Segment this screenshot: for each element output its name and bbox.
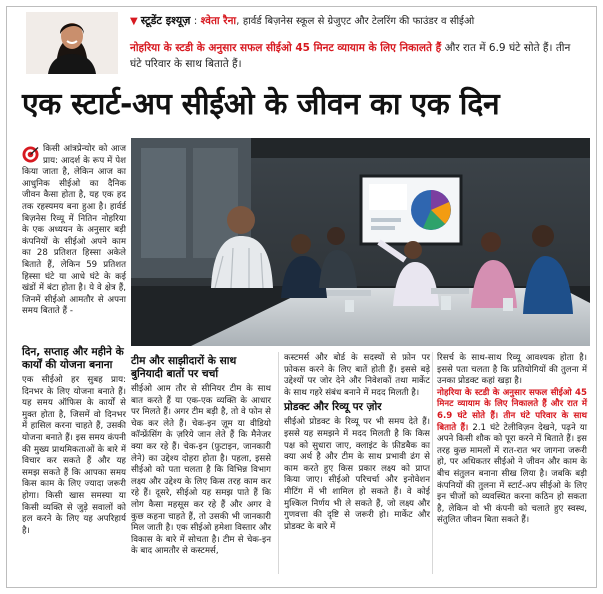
subhead-product: प्रोडक्ट और रिव्यू पर ज़ोर <box>284 401 382 414</box>
column-1-text: एक सीईओ हर सुबह प्राय: दिनभर के लिए योजना बनाते हैं। यह समय ऑफिस के कार्यों से मुक्त होता है, जिसमें वो दिनभर में हासिल करना चाहते हैं, उसकी योजना बनाते हैं। इस समय कंपनी की मुख्य प्राथमिकताओं के बारे में विचार कर सकते हैं और यह समझ सकते हैं कि आपका समय किस काम के लिए ज्यादा जरूरी होगा। किसी खास समस्या या किसी व्यक्ति से जुड़े सवालों को हल करने के लिए यह अपरिहार्य है। <box>22 375 126 536</box>
subhead-team: टीम और साझीदारों के साथ बुनियादी बातों पर चर्चा <box>131 355 237 380</box>
intro-column <box>22 144 126 318</box>
column-3 <box>284 353 430 533</box>
standfirst-rest: और रात में 6.9 घंटे सोते हैं। तीन घंटे परिवार के साथ बिताते हैं। <box>130 42 571 70</box>
rubric-title: स्टूडेंट इश्यूज़ <box>140 14 191 27</box>
subhead-planning: दिन, सप्ताह और महीने के कार्यों की योजना बनाना <box>22 346 124 371</box>
headline: एक स्टार्ट-अप सीईओ के जीवन का एक दिन <box>22 87 500 122</box>
column-4-text: रिसर्च के साथ-साथ रिव्यू आवश्यक होता है। इससे पता चलता है कि प्रतियोगियों की तुलना में उनका प्रोडक्ट कहां खड़ा है। <box>437 353 587 387</box>
byline: ▼ स्टूडेंट इश्यूज़ : श्वेता रैना, हार्वर्ड बिज़नेस स्कूल से ग्रेजुएट और टेलरिंग की फाउंडर व सीईओ <box>130 14 475 27</box>
standfirst-highlight: नोहरिया के स्टडी के अनुसार सफल सीईओ 45 मिनट व्यायाम के लिए निकालते हैं <box>130 42 442 54</box>
author-photo <box>26 12 118 74</box>
column-divider <box>432 352 433 574</box>
meeting-photo <box>131 138 590 346</box>
standfirst <box>130 40 575 72</box>
column-3-text-2: सीईओ प्रोडक्ट के रिव्यू पर भी समय देते हैं। इससे यह समझने में मदद मिलती है कि किस पक्ष को सुधारा जाए, क्लाइंट के फ़ीडबैक का क्या अर्थ है और टीम के साथ प्रभावी ढंग से काम करते हुए किस प्रकार लक्ष्य को प्राप्त किया जाए। सीईओ परिचर्चा और इनोवेशन मीटिंग में भी शामिल हो सकते हैं। वे कोई मुश्किल निर्णय भी ले सकते हैं, जो लक्ष्य और गुणवत्ता की दृष्टि से जरूरी हो। मार्केट और प्रोडक्ट के बारे में <box>284 417 430 532</box>
triangle-icon: ▼ <box>130 16 138 27</box>
column-4 <box>437 353 587 527</box>
author-role: हार्वर्ड बिज़नेस स्कूल से ग्रेजुएट और टेलरिंग की फाउंडर व सीईओ <box>242 16 475 27</box>
author-name: श्वेता रैना <box>200 15 237 27</box>
target-icon <box>22 146 39 163</box>
column-1 <box>22 344 126 537</box>
column-4-text-2: 2.1 घंटे टेलीविज़न देखने, पढ़ने या अपने किसी शौक को पूरा करने में बिताते हैं। इस तरह कुछ मामलों में रात-रात भर जागना जरूरी हो, पर अधिकतर सीईओ ने जीवन और काम के बीच संतुलन बनाना सीख लिया है। जबकि बड़ी कंपनियों की तुलना में स्टार्ट-अप सीईओ के लिए इन चीजों को व्यवस्थित करना कठिन हो सकता है, लेकिन वो भी कंपनी को चलाते हुए स्वस्थ, संतुलित जीवन बिता सकते हैं। <box>437 422 588 526</box>
column-4-highlight: नोहरिया के स्टडी के अनुसार सफल सीईओ 45 मिनट व्यायाम के लिए निकालते हैं और रात में 6.9 घंटे सोते हैं। तीन घंटे परिवार के साथ बिताते हैं। <box>437 387 587 433</box>
column-3-text: कस्टमर्स और बोर्ड के सदस्यों से फ़ोन पर फ़ोकस करने के लिए बातें होती हैं। इससे बड़े उद्देश्यों पर जोर देने और निवेशकों तथा मार्केट के साथ गहरे संबंध बनाने में मदद मिलती है। <box>284 353 430 398</box>
column-divider <box>278 352 279 574</box>
column-2-text: सीईओ आम तौर से सीनियर टीम के साथ बात करते हैं या एक-एक व्यक्ति के आधार पर मिलते हैं। अगर टीम बड़ी है, तो वे फोन से चेक कर लेते हैं। चेक-इन ज़ूम या वीडियो कॉन्फ्रेंसिंग के ज़रिये जान लेते हैं कि मैनेजर क्या कर रहे हैं। चेक-इन (फ़ुटाइन, जानकारी लेने) का उद्देश्य दोहरा होता है। पहला, इससे सीईओ को पता चलता है कि विभिन्न विभाग लक्ष्य और उद्देश्य के लिए किस तरह काम कर रहे हैं। दूसरे, सीईओ यह समझ पाते हैं कि लोग कैसा महसूस कर रहे हैं और अगर वे कुछ कहना चाहते हैं, तो उसकी भी जानकारी मिल जाती है। एक सीईओ हमेशा विस्तार और विकास के बारे में सोचता है। टीम से चेक-इन के बाद आमतौर से कस्टमर्स, <box>131 384 271 557</box>
column-2 <box>131 353 271 558</box>
intro-text: किसी आंत्रप्रेन्योर को आज प्राय: आदर्श के रूप में पेश किया जाता है, लेकिन आज का आधुनिक सीईओ का दैनिक जीवन कैसा होता है, यह एक हद तक रहस्यमय बना हुआ है। हार्वर्ड बिज़नेस रिव्यू में नितिन नोहरिया के एक अध्ययन के अनुसार बड़ी कंपनियों के सीईओ अपने काम का 28 प्रतिशत हिस्सा अकेले बिताते हैं, लेकिन 59 प्रतिशत हिस्सा घंटे या आधे घंटे के कई खंडों में बंटा होता है। ये वे क्षेत्र हैं, जिनमें सीईओ आमतौर से अपना समय बिताते हैं - <box>22 144 126 317</box>
